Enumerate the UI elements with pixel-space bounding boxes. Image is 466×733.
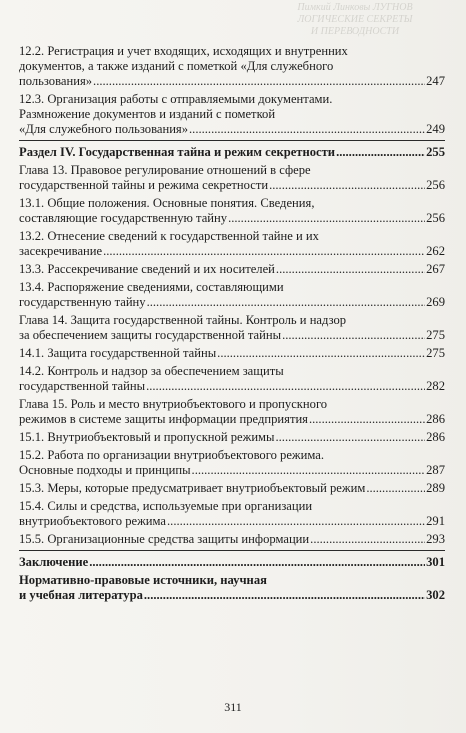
toc-entry-title: Раздел IV. Государственная тайна и режим секретности: [19, 145, 336, 159]
toc-entry: [19, 448, 445, 478]
leader-dots: [167, 514, 425, 529]
toc-page-number: 289: [426, 481, 445, 495]
toc-entry-title: пользования»: [19, 74, 93, 88]
leader-dots: [336, 145, 425, 160]
toc-entry-line: 12.3. Организация работы с отправляемыми документами.: [19, 92, 333, 106]
toc-entry: [19, 481, 445, 496]
toc-entry: [19, 196, 445, 226]
toc-entry-title: внутриобъектового режима: [19, 514, 167, 528]
leader-dots: [147, 295, 426, 310]
ghost-line: ЛОГИЧЕСКИЕ СЕКРЕТЫ: [297, 14, 413, 25]
toc-entry: [19, 573, 445, 603]
toc-entry: [19, 313, 445, 343]
toc-entry-final-line: [19, 145, 445, 160]
toc-page-number: 275: [426, 328, 445, 342]
toc-entry: [19, 555, 445, 570]
toc-entry: [19, 397, 445, 427]
leader-dots: [192, 463, 426, 478]
toc-page-number: 256: [426, 178, 445, 192]
toc-entry-final-line: [19, 178, 445, 193]
toc-entry-title: государственной тайны: [19, 379, 146, 393]
toc-entry: [19, 262, 445, 277]
toc-entry-title: засекречивание: [19, 244, 103, 258]
toc-entry-title: государственной тайны и режима секретности: [19, 178, 269, 192]
toc-entry-final-line: [19, 379, 445, 394]
leader-dots: [217, 346, 425, 361]
toc-page-number: 291: [426, 514, 445, 528]
leader-dots: [276, 430, 426, 445]
toc-entry-final-line: [19, 211, 445, 226]
toc-entry-line: 12.2. Регистрация и учет входящих, исходящих и внутренних: [19, 44, 348, 58]
table-of-contents: [19, 44, 445, 606]
toc-entry-final-line: [19, 412, 445, 427]
toc-entry-line: Глава 14. Защита государственной тайны. Контроль и надзор: [19, 313, 347, 327]
toc-entry-title: Основные подходы и принципы: [19, 463, 191, 477]
toc-page-number: 269: [426, 295, 445, 309]
toc-entry-line: 13.1. Общие положения. Основные понятия. Сведения,: [19, 196, 315, 210]
toc-entry-title: 15.1. Внутриобъектовый и пропускной режимы: [19, 430, 275, 444]
leader-dots: [93, 74, 425, 89]
toc-entry-title: 13.3. Рассекречивание сведений и их носителей: [19, 262, 275, 276]
toc-entry: [19, 92, 445, 137]
toc-entry-final-line: [19, 514, 445, 529]
toc-entry: [19, 229, 445, 259]
toc-entry-title: составляющие государственную тайну: [19, 211, 228, 225]
toc-entry-title: «Для служебного пользования»: [19, 122, 189, 136]
toc-entry: [19, 532, 445, 547]
toc-entry-line: документов, а также изданий с пометкой «Для служебного: [19, 59, 334, 73]
toc-entry-final-line: [19, 346, 445, 361]
toc-entry: [19, 430, 445, 445]
toc-page-number: 293: [426, 532, 445, 546]
toc-entry-line: 13.4. Распоряжение сведениями, составляющими: [19, 280, 284, 294]
toc-entry: [19, 346, 445, 361]
ghost-line: Пимкий Линковы ЛУГНОВ: [297, 2, 413, 13]
leader-dots: [282, 328, 425, 343]
toc-entry-title: государственную тайну: [19, 295, 146, 309]
toc-entry-title: 15.3. Меры, которые предусматривает внутриобъектовый режим: [19, 481, 366, 495]
toc-page-number: 262: [426, 244, 445, 258]
toc-page-number: 302: [426, 588, 445, 602]
ghost-line: И ПЕРЕВОДНОСТИ: [310, 26, 400, 37]
toc-entry-final-line: [19, 555, 445, 570]
toc-entry-final-line: [19, 295, 445, 310]
leader-dots: [144, 588, 425, 603]
toc-entry-line: 13.2. Отнесение сведений к государственной тайне и их: [19, 229, 319, 243]
leader-dots: [103, 244, 425, 259]
section-rule: [19, 550, 445, 551]
leader-dots: [366, 481, 425, 496]
leader-dots: [309, 412, 425, 427]
toc-entry: [19, 499, 445, 529]
toc-entry-title: режимов в системе защиты информации предприятия: [19, 412, 308, 426]
toc-entry-line: Глава 13. Правовое регулирование отношений в сфере: [19, 163, 311, 177]
toc-entry: [19, 364, 445, 394]
toc-entry-line: Глава 15. Роль и место внутриобъектового и пропускного: [19, 397, 328, 411]
toc-entry: [19, 145, 445, 160]
toc-entry-final-line: [19, 463, 445, 478]
toc-page-number: 255: [426, 145, 445, 159]
toc-entry-line: 15.4. Силы и средства, используемые при организации: [19, 499, 313, 513]
leader-dots: [276, 262, 425, 277]
leader-dots: [146, 379, 425, 394]
toc-entry-final-line: [19, 74, 445, 89]
leader-dots: [89, 555, 425, 570]
toc-entry-final-line: [19, 122, 445, 137]
toc-entry-line: 15.2. Работа по организации внутриобъектового режима.: [19, 448, 324, 462]
toc-entry-final-line: [19, 481, 445, 496]
toc-page-number: 286: [426, 412, 445, 426]
toc-page-number: 286: [426, 430, 445, 444]
toc-entry-final-line: [19, 262, 445, 277]
toc-page-number: 301: [426, 555, 445, 569]
toc-entry: [19, 44, 445, 89]
toc-entry-title: за обеспечением защиты государственной тайны: [19, 328, 282, 342]
toc-entry-title: Заключение: [19, 555, 89, 569]
toc-entry-line: Размножение документов и изданий с пометкой: [19, 107, 276, 121]
toc-page-number: 282: [426, 379, 445, 393]
toc-entry-final-line: [19, 588, 445, 603]
page-number: 311: [224, 700, 242, 714]
toc-entry-title: и учебная литература: [19, 588, 143, 602]
toc-page-number: 249: [426, 122, 445, 136]
toc-entry-title: 14.1. Защита государственной тайны: [19, 346, 217, 360]
leader-dots: [310, 532, 425, 547]
toc-entry-final-line: [19, 532, 445, 547]
toc-entry-line: 14.2. Контроль и надзор за обеспечением защиты: [19, 364, 284, 378]
toc-entry-final-line: [19, 430, 445, 445]
toc-page-number: 267: [426, 262, 445, 276]
toc-page-number: 247: [426, 74, 445, 88]
toc-entry: [19, 163, 445, 193]
toc-entry-final-line: [19, 328, 445, 343]
toc-entry-line: Нормативно-правовые источники, научная: [19, 573, 267, 587]
toc-entry-final-line: [19, 244, 445, 259]
leader-dots: [269, 178, 425, 193]
toc-page-number: 275: [426, 346, 445, 360]
leader-dots: [189, 122, 425, 137]
toc-entry: [19, 280, 445, 310]
toc-entry-title: 15.5. Организационные средства защиты информации: [19, 532, 310, 546]
leader-dots: [228, 211, 425, 226]
bleed-through-text: [270, 2, 440, 38]
section-rule: [19, 140, 445, 141]
toc-page-number: 287: [426, 463, 445, 477]
toc-page-number: 256: [426, 211, 445, 225]
